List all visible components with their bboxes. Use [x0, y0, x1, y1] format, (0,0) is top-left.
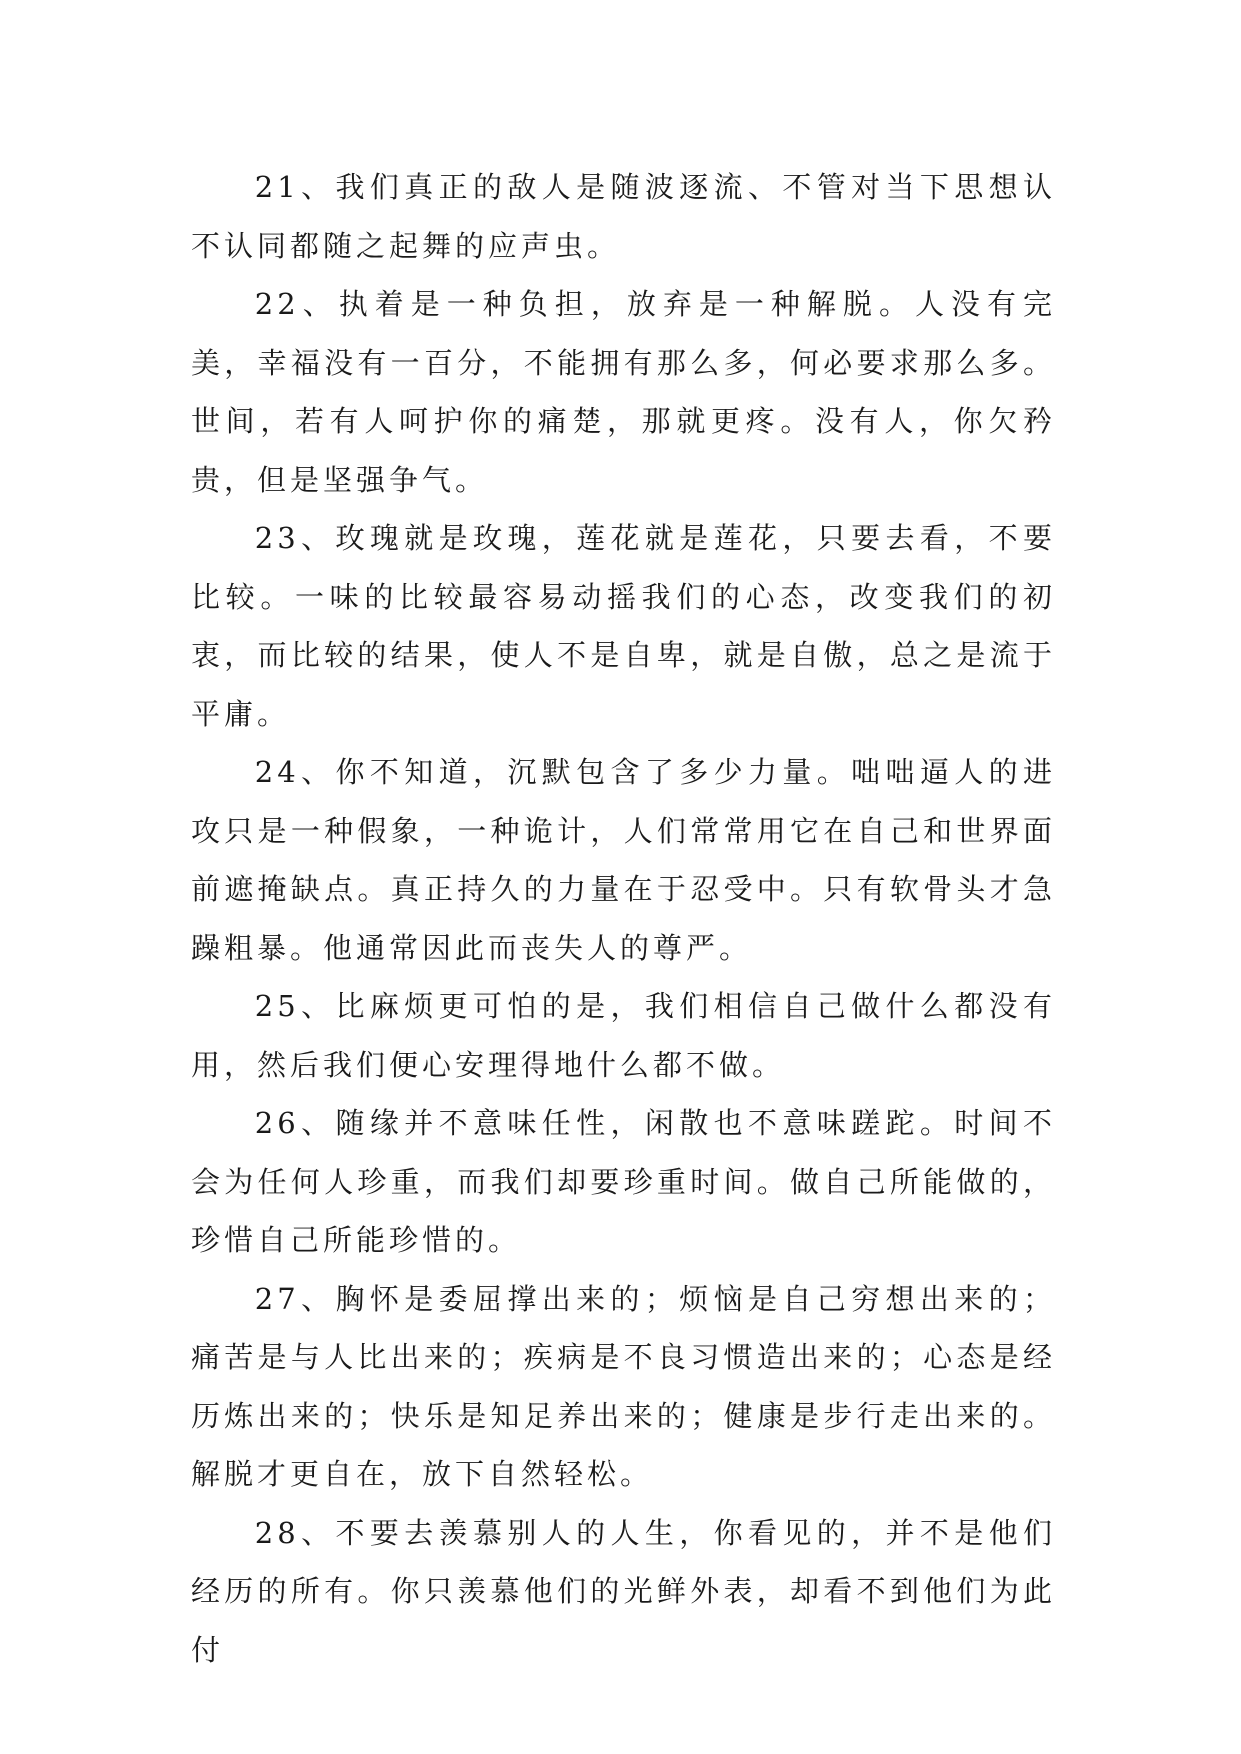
paragraph-28: 28、不要去羡慕别人的人生，你看见的，并不是他们经历的所有。你只羡慕他们的光鲜外表，却看不到他们为此付: [191, 1515, 1056, 1667]
paragraph-26: 26、随缘并不意味任性，闲散也不意味蹉跎。时间不会为任何人珍重，而我们却要珍重时间。做自己所能做的，珍惜自己所能珍惜的。: [191, 1106, 1056, 1257]
paragraph-22: 22、执着是一种负担，放弃是一种解脱。人没有完美，幸福没有一百分，不能拥有那么多，何必要求那么多。世间，若有人呵护你的痛楚，那就更疼。没有人，你欠矜贵，但是坚强争气。: [191, 287, 1056, 497]
paragraph-25: 25、比麻烦更可怕的是，我们相信自己做什么都没有用，然后我们便心安理得地什么都不做。: [191, 989, 1056, 1082]
paragraph-21: 21、我们真正的敌人是随波逐流、不管对当下思想认不认同都随之起舞的应声虫。: [191, 170, 1056, 263]
paragraph-23: 23、玫瑰就是玫瑰，莲花就是莲花，只要去看，不要比较。一味的比较最容易动摇我们的心态，改变我们的初衷，而比较的结果，使人不是自卑，就是自傲，总之是流于平庸。: [191, 521, 1056, 731]
paragraph-24: 24、你不知道，沉默包含了多少力量。咄咄逼人的进攻只是一种假象，一种诡计，人们常常用它在自己和世界面前遮掩缺点。真正持久的力量在于忍受中。只有软骨头才急躁粗暴。他通常因此而丧失人的尊严。: [191, 755, 1056, 965]
paragraph-27: 27、胸怀是委屈撑出来的；烦恼是自己穷想出来的；痛苦是与人比出来的；疾病是不良习惯造出来的；心态是经历炼出来的；快乐是知足养出来的；健康是步行走出来的。解脱才更自在，放下自然轻松。: [191, 1281, 1056, 1491]
document-body: [191, 158, 1056, 1679]
